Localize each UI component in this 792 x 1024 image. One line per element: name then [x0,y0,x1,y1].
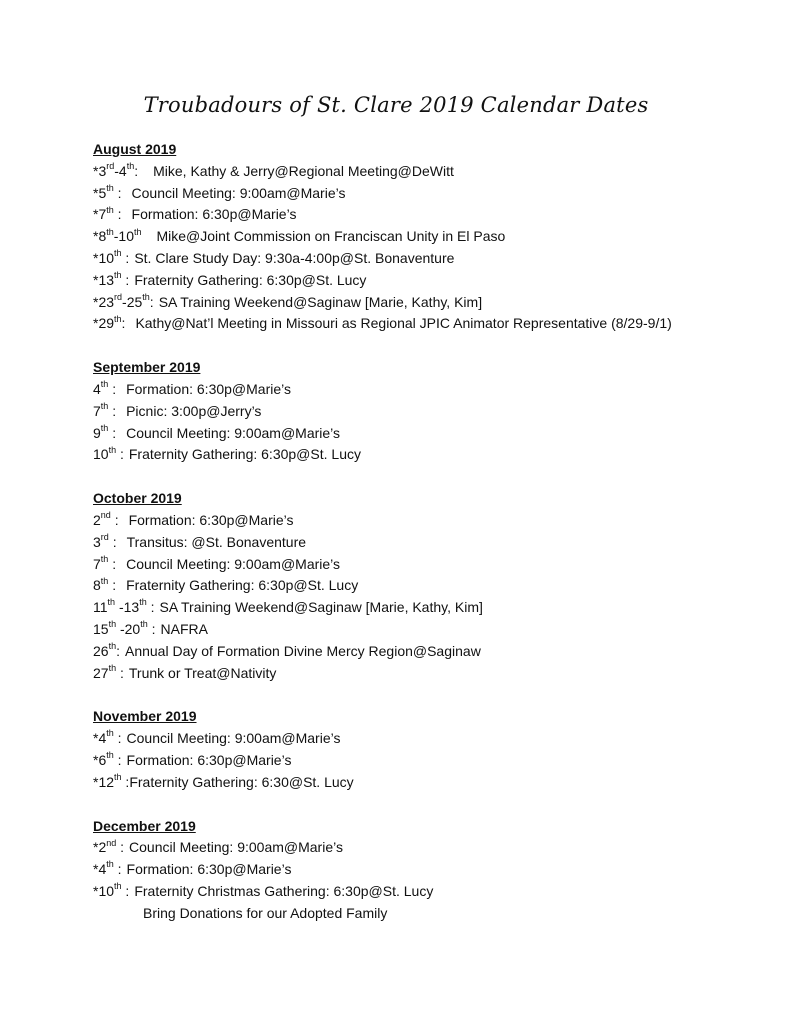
section-heading: December 2019 [93,817,196,834]
calendar-entry: 4th : Formation: 6:30p@Marie’s [93,379,292,397]
entry-text: Mike, Kathy & Jerry@Regional Meeting@DeWitt [153,162,454,179]
entry-text: SA Training Weekend@Saginaw [Marie, Kathy, Kim] [158,293,483,310]
calendar-entry: *7th : Formation: 6:30p@Marie’s [93,204,297,223]
section-september [93,357,773,466]
calendar-entry: *8th-10th Mike@Joint Commission on Franciscan Unity in El Paso [93,226,506,245]
section-heading: November 2019 [93,708,197,725]
entry-text: SA Training Weekend@Saginaw [Marie, Kathy, Kim] [159,599,483,616]
entry-text: Formation: 6:30p@Marie’s [126,861,292,878]
section-november [93,706,773,793]
calendar-entry: 26th: Annual Day of Formation Divine Mercy Region@Saginaw [93,641,481,659]
calendar-entry: *3rd-4th: Mike, Kathy & Jerry@Regional Meeting@DeWitt [93,161,454,179]
section-august [93,139,773,335]
entry-text: NAFRA [160,620,208,637]
calendar-entry: 7th : Picnic: 3:00p@Jerry’s [93,401,262,419]
entry-text: Picnic: 3:00p@Jerry’s [126,402,262,419]
entry-text: Fraternity Gathering: 6:30@St. Lucy [129,773,354,790]
entry-text: Formation: 6:30p@Marie’s [126,380,292,397]
entry-text: Council Meeting: 9:00am@Marie’s [126,424,341,441]
calendar-entry: 2nd : Formation: 6:30p@Marie’s [93,510,294,528]
entry-text: Kathy@Nat’l Meeting in Missouri as Regional JPIC Animator Representative (8/29-9/1) [135,315,672,332]
section-heading: September 2019 [93,359,201,376]
page-title: Troubadours of St. Clare 2019 Calendar Dates [143,93,649,117]
entry-text: Mike@Joint Commission on Franciscan Unity in El Paso [156,228,506,245]
calendar-entry: *29th: Kathy@Nat’l Meeting in Missouri as Regional JPIC Animator Representative (8/29-9/1) [93,313,672,332]
entry-text: Council Meeting: 9:00am@Marie’s [131,184,346,201]
calendar-entry: *12th :Fraternity Gathering: 6:30@St. Lucy [93,772,354,790]
entry-text: Fraternity Gathering: 6:30p@St. Lucy [126,577,359,594]
calendar-entry: *4th : Formation: 6:30p@Marie’s [93,859,292,878]
entry-text: Fraternity Gathering: 6:30p@St. Lucy [134,271,367,288]
section-heading: August 2019 [93,141,177,157]
calendar-entry: 9th : Council Meeting: 9:00am@Marie’s [93,422,341,441]
calendar-entry: 15th -20th : NAFRA [93,619,208,637]
entry-text: Fraternity Gathering: 6:30p@St. Lucy [128,446,361,463]
calendar-entry: *13th : Fraternity Gathering: 6:30p@St. Lucy [93,270,367,288]
calendar-entry: 27th : Trunk or Treat@Nativity [93,662,277,681]
calendar-entry: *10th : Fraternity Christmas Gathering: 6:30p@St. Lucy [93,881,434,899]
calendar-entry: *2nd : Council Meeting: 9:00am@Marie’s [93,837,343,856]
entry-text: Trunk or Treat@Nativity [128,664,277,681]
calendar-entry: *23rd-25th: SA Training Weekend@Saginaw [Marie, Kathy, Kim] [93,291,483,310]
entry-text: Annual Day of Formation Divine Mercy Region@Saginaw [124,642,481,659]
calendar-entry: *5th : Council Meeting: 9:00am@Marie’s [93,182,346,201]
calendar-entry: 3rd : Transitus: @St. Bonaventure [93,532,307,550]
calendar-entry: 11th -13th : SA Training Weekend@Saginaw [Marie, Kathy, Kim] [93,597,483,616]
entry-text: Formation: 6:30p@Marie’s [128,511,294,528]
calendar-entry: 7th : Council Meeting: 9:00am@Marie’s [93,553,341,572]
section-heading: October 2019 [93,490,182,507]
calendar-content [93,139,773,947]
entry-text: St. Clare Study Day: 9:30a-4:00p@St. Bonaventure [134,249,455,266]
entry-text: Council Meeting: 9:00am@Marie’s [129,839,343,856]
entry-text: Council Meeting: 9:00am@Marie’s [126,730,341,747]
calendar-note: Bring Donations for our Adopted Family [143,904,388,921]
section-october [93,488,773,684]
calendar-entry: *4th : Council Meeting: 9:00am@Marie’s [93,728,341,747]
calendar-entry: 8th : Fraternity Gathering: 6:30p@St. Lucy [93,575,359,594]
entry-text: Formation: 6:30p@Marie’s [126,751,292,768]
entry-text: Fraternity Christmas Gathering: 6:30p@St. Lucy [134,882,434,899]
calendar-entry: *6th : Formation: 6:30p@Marie’s [93,750,292,768]
entry-text: Transitus: @St. Bonaventure [126,533,307,550]
entry-text: Council Meeting: 9:00am@Marie’s [126,555,341,572]
section-december [93,816,773,925]
calendar-entry: *10th : St. Clare Study Day: 9:30a-4:00p@St. Bonaventure [93,248,455,266]
calendar-entry: 10th : Fraternity Gathering: 6:30p@St. Lucy [93,444,361,463]
entry-text: Formation: 6:30p@Marie’s [131,206,297,223]
